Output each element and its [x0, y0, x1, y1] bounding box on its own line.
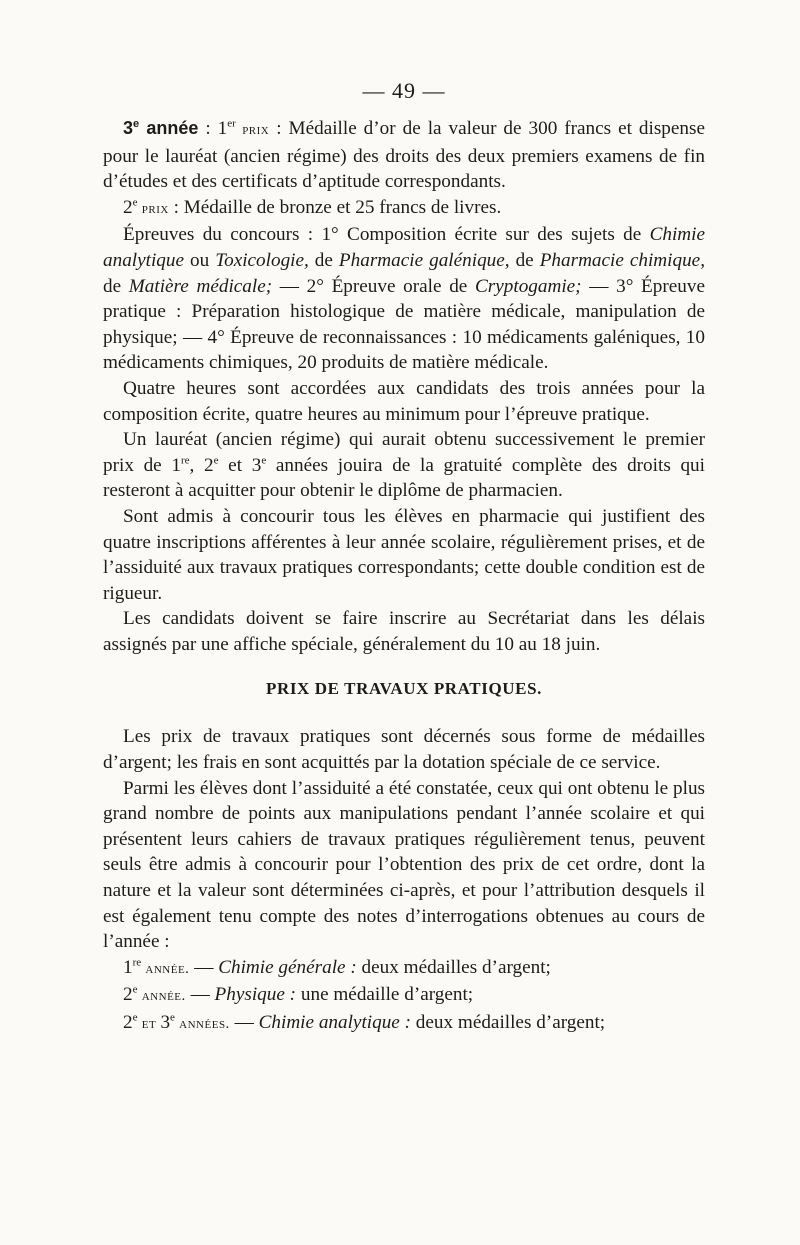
paragraph-laureate: Un lauréat (ancien régime) qui aurait obtenu successivement le premier prix de 1re, 2e et 3e années jouira de la gratuité complète des droits qui resteront à acquitter pour obtenir le diplôme de pharmacien. [103, 429, 705, 502]
paragraph-practical-prizes: Les prix de travaux pratiques sont décernés sous forme de médailles d’argent; les frais en sont acquittés par la dotation spéciale de ce service. [103, 726, 705, 774]
body-text [103, 116, 705, 1038]
paragraph-second-prize: 2e prix : Médaille de bronze et 25 francs de livres. [123, 196, 502, 218]
award-line-first-year: 1re année. — Chimie générale : deux médailles d’argent; [123, 956, 551, 978]
section-title: PRIX DE TRAVAUX PRATIQUES. [265, 679, 542, 699]
paragraph-eligibility: Sont admis à concourir tous les élèves en pharmacie qui justifient des quatre inscriptions afférentes à leur année scolaire, régulièrement prises, et de l’assiduité aux travaux pratiques correspondants; cette double condition est de rigueur. [103, 505, 705, 604]
paragraph-exam-tests: Épreuves du concours : 1° Composition écrite sur des sujets de Chimie analytique ou Toxicologie, de Pharmacie galénique, de Pharmacie chimique, de Matière médicale; — 2° Épreuve orale de Cryptogamie; — 3° Épreuve pratique : Préparation histologique de matière médicale, manipulation de physique; — 4° Épreuve de reconnaissances : 10 médicaments galéniques, 10 médicaments chimiques, 20 produits de matière médicale. [103, 224, 705, 374]
page-number: — 49 — [362, 78, 446, 103]
paragraph-hours: Quatre heures sont accordées aux candidats des trois années pour la composition écrite, quatre heures au minimum pour l’épreuve pratique. [103, 377, 705, 425]
award-line-second-year: 2e année. — Physique : une médaille d’argent; [123, 984, 474, 1006]
paragraph-third-year-first-prize: 3e année : 1er prix : Médaille d’or de la valeur de 300 francs et dispense pour le lauréat (ancien régime) des droits des deux premiers examens de fin d’études et des certificats d’aptitude correspondants. [103, 117, 705, 193]
paragraph-selection-criteria: Parmi les élèves dont l’assiduité a été constatée, ceux qui ont obtenu le plus grand nombre de points aux manipulations pendant l’année scolaire et qui présentent leurs cahiers de travaux pratiques régulièrement tenus, peuvent seuls être admis à concourir pour l’obtention des prix de cet ordre, dont la nature et la valeur sont déterminées ci-après, et pour l’attribution desquels il est également tenu compte des notes d’interrogations obtenues au cours de l’année : [103, 777, 705, 953]
award-line-second-third-year: 2e et 3e années. — Chimie analytique : deux médailles d’argent; [123, 1011, 606, 1033]
paragraph-registration: Les candidats doivent se faire inscrire au Secrétariat dans les délais assignés par une affiche spéciale, généralement du 10 au 18 juin. [103, 608, 705, 655]
